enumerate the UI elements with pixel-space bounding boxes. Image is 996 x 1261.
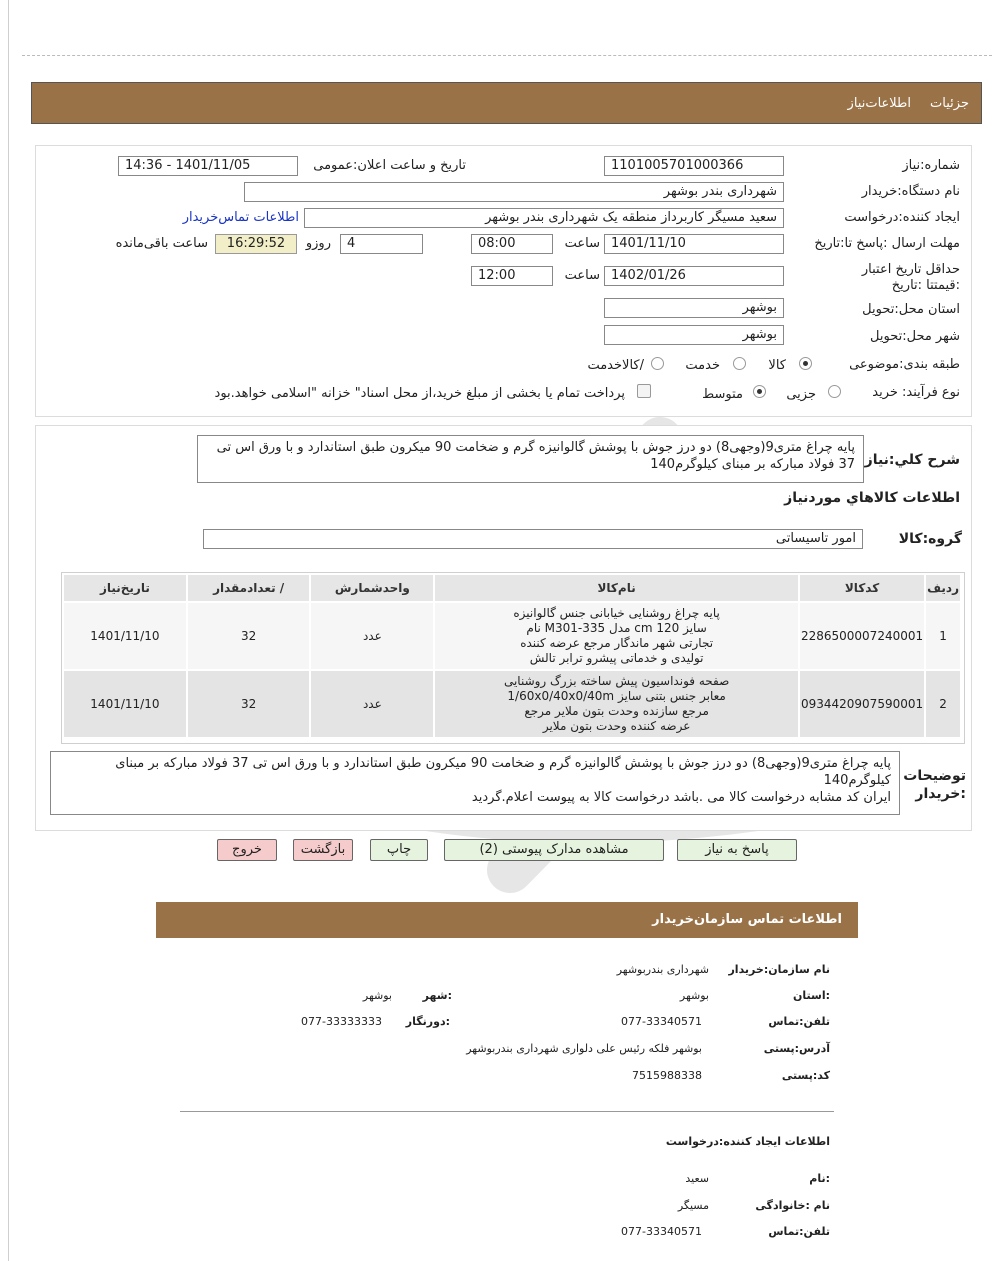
need-number-label: شماره:نیاز	[902, 158, 960, 173]
requester-field: سعید مسیگر کاربرداز منطقه یک شهرداری بندر بوشهر	[304, 208, 784, 228]
deadline-label: مهلت ارسال :پاسخ تا:تاریخ	[814, 236, 960, 251]
goods-name	[435, 671, 798, 737]
row-index: 1	[926, 603, 960, 669]
category-label: طبقه بندی:موضوعی	[849, 357, 960, 372]
proc-medium-radio[interactable]	[753, 385, 766, 398]
contact-city: بوشهر	[362, 989, 392, 1002]
cat-service-radio[interactable]	[733, 357, 746, 370]
contact-header-bar	[156, 902, 858, 938]
contact-org-label: نام سازمان:خریدار	[728, 963, 830, 976]
cat-goods-service-label: /کالاخدمت	[587, 358, 644, 373]
contact-address: بوشهر فلکه رئیس علی دلواری شهرداری بندربوشهر	[466, 1042, 702, 1055]
contact-city-label: :شهر	[422, 989, 452, 1002]
cat-goods-radio[interactable]	[799, 357, 812, 370]
proc-medium-label: متوسط	[702, 387, 743, 402]
tab-details[interactable]: جزئیات	[930, 96, 969, 111]
back-button[interactable]: بازگشت	[293, 839, 353, 861]
requester-label: ایجاد کننده:درخواست	[844, 210, 960, 225]
proc-minor-label: جزیی	[786, 387, 816, 402]
contact-org: شهرداری بندربوشهر	[616, 963, 709, 976]
buyer-org-field: شهرداری بندر بوشهر	[244, 182, 784, 202]
cat-goods-label: کالا	[768, 358, 786, 373]
days-left-field: 4	[340, 234, 423, 254]
top-dashed-separator	[22, 55, 992, 56]
goods-name-line: معابر جنس بتنی سایز 1/60x0/40x0/40m	[507, 689, 726, 703]
goods-name-line: پایه چراغ روشنایی خیابانی جنس گالوانیزه	[513, 606, 720, 620]
items-table	[62, 573, 962, 739]
proc-minor-radio[interactable]	[828, 385, 841, 398]
remaining-time-field: 16:29:52	[215, 234, 297, 254]
deadline-date-field: 1401/11/10	[604, 234, 784, 254]
goods-unit: عدد	[311, 671, 433, 737]
table-row[interactable]	[64, 671, 960, 737]
creator-name-label: :نام	[809, 1172, 830, 1185]
need-number-field: 1101005701000366	[604, 156, 784, 176]
deadline-time-field: 08:00	[471, 234, 553, 254]
creator-phone: 077-33340571	[621, 1225, 702, 1238]
validity-label: حداقل تاریخ اعتبار :قیمتتا :تاریخ	[861, 262, 960, 293]
buyer-contact-link[interactable]: اطلاعات تماس‌خریدار	[182, 210, 299, 225]
buyer-notes-label	[903, 767, 966, 803]
details-header-bar	[31, 82, 982, 124]
left-border-line	[8, 0, 9, 1261]
validity-date-field: 1402/01/26	[604, 266, 784, 286]
announce-field: 1401/11/05 - 14:36	[118, 156, 298, 176]
goods-need-date: 1401/11/10	[64, 671, 186, 737]
print-button[interactable]: چاپ	[370, 839, 428, 861]
goods-group-field: امور تاسیساتی	[203, 529, 863, 549]
contact-postal: 7515988338	[632, 1069, 702, 1082]
creator-title: اطلاعات ایجاد کننده:درخواست	[665, 1135, 830, 1148]
items-section-title: اطلاعات کالاهاي موردنیاز	[784, 490, 960, 506]
col-unit-header: واحدشمارش	[311, 575, 433, 601]
buyer-notes-label-line2: :خریدار	[915, 786, 966, 802]
goods-code: 0934420907590001	[800, 671, 924, 737]
city-label: شهر محل:تحویل	[870, 329, 960, 344]
contact-phone-label: تلفن:تماس	[768, 1015, 830, 1028]
summary-text: پایه چراغ متری9(وجهی8) دو درز جوش با پوشش گالوانیزه گرم و ضخامت 90 میکرون طبق استاندارد و با ورق اس تی 37 فولاد مبارکه بر مبنای کیلوگرم140	[197, 435, 864, 483]
contact-title: اطلاعات تماس سازمان‌خریدار	[652, 912, 842, 927]
creator-phone-label: تلفن:تماس	[768, 1225, 830, 1238]
col-code-header: کدکالا	[800, 575, 924, 601]
buyer-org-label: نام دستگاه:خریدار	[861, 184, 960, 199]
exit-button[interactable]: خروج	[217, 839, 277, 861]
goods-code: 2286500007240001	[800, 603, 924, 669]
goods-qty: 32	[188, 671, 310, 737]
col-date-header: تاریخ‌نیاز	[64, 575, 186, 601]
contact-fax-label: :دورنگار	[405, 1015, 450, 1028]
tab-need-info[interactable]: اطلاعات‌نیاز	[847, 96, 911, 111]
goods-name-line: تولیدی و خدماتی پیشرو ترابر تالش	[529, 651, 704, 665]
announce-label: تاریخ و ساعت اعلان:عمومی	[313, 158, 466, 173]
reply-button[interactable]: پاسخ به نیاز	[677, 839, 797, 861]
summary-label: شرح کلي:نیاز	[864, 452, 960, 468]
process-label: نوع فرآیند: خرید	[872, 385, 960, 400]
treasury-payment-checkbox[interactable]	[637, 384, 651, 398]
col-qty-header: / تعدادمقدار	[188, 575, 310, 601]
goods-name-line: سایز 120 cm مدل M301-335 نام	[526, 621, 707, 635]
contact-postal-label: کد:پستی	[781, 1069, 830, 1082]
cat-service-label: خدمت	[685, 358, 720, 373]
city-field: بوشهر	[604, 325, 784, 345]
goods-unit: عدد	[311, 603, 433, 669]
goods-name-line: صفحه فونداسیون پیش ساخته بزرگ روشنایی	[503, 674, 730, 688]
remaining-label: ساعت باقی‌مانده	[115, 236, 208, 251]
buyer-notes-text	[50, 751, 900, 815]
contact-fax: 077-33333333	[301, 1015, 382, 1028]
contact-divider	[180, 1111, 834, 1112]
row-index: 2	[926, 671, 960, 737]
goods-name-line: عرضه کننده وحدت بتون ملایر	[542, 719, 691, 733]
buyer-notes-line: پایه چراغ متری9(وجهی8) دو درز جوش با پوشش گالوانیزه گرم و ضخامت 90 میکرون طبق استاندارد و با ورق اس تی 37 فولاد مبارکه بر مبنای کیلوگرم140	[115, 756, 891, 788]
buyer-notes-label-line1: توضیحات	[903, 768, 966, 784]
col-name-header: نام‌کالا	[435, 575, 798, 601]
buyer-notes-line: ایران کد مشابه درخواست کالا می .باشد درخواست کالا به پیوست اعلام.گردید	[471, 790, 891, 805]
deadline-time-label: ساعت	[564, 236, 600, 251]
goods-need-date: 1401/11/10	[64, 603, 186, 669]
goods-name-line: مرجع سازنده وحدت بتون ملایر مرجع	[524, 704, 709, 718]
creator-family-label: نام :خانوادگی	[755, 1199, 830, 1212]
table-header-row	[64, 575, 960, 601]
treasury-payment-note: پرداخت تمام یا بخشی از مبلغ خرید،از محل اسناد" خزانه "اسلامی خواهد.بود	[214, 386, 625, 401]
validity-time-field: 12:00	[471, 266, 553, 286]
contact-province-label: :استان	[793, 989, 830, 1002]
creator-family: مسیگر	[677, 1199, 709, 1212]
province-field: بوشهر	[604, 298, 784, 318]
table-row[interactable]	[64, 603, 960, 669]
day-label: روزو	[305, 236, 331, 251]
contact-province: بوشهر	[679, 989, 709, 1002]
view-documents-button[interactable]: مشاهده مدارک پیوستی (2)	[444, 839, 664, 861]
contact-address-label: آدرس:پستی	[763, 1042, 830, 1055]
contact-phone: 077-33340571	[621, 1015, 702, 1028]
goods-name	[435, 603, 798, 669]
goods-qty: 32	[188, 603, 310, 669]
validity-time-label: ساعت	[564, 268, 600, 283]
goods-group-label: گروه:کالا	[898, 531, 962, 547]
province-label: استان محل:تحویل	[862, 302, 960, 317]
col-row-header: ردیف	[926, 575, 960, 601]
creator-name: سعید	[685, 1172, 709, 1185]
goods-name-line: تجارتی شهر ماندگار مرجع عرضه کننده	[520, 636, 714, 650]
cat-goods-service-radio[interactable]	[651, 357, 664, 370]
